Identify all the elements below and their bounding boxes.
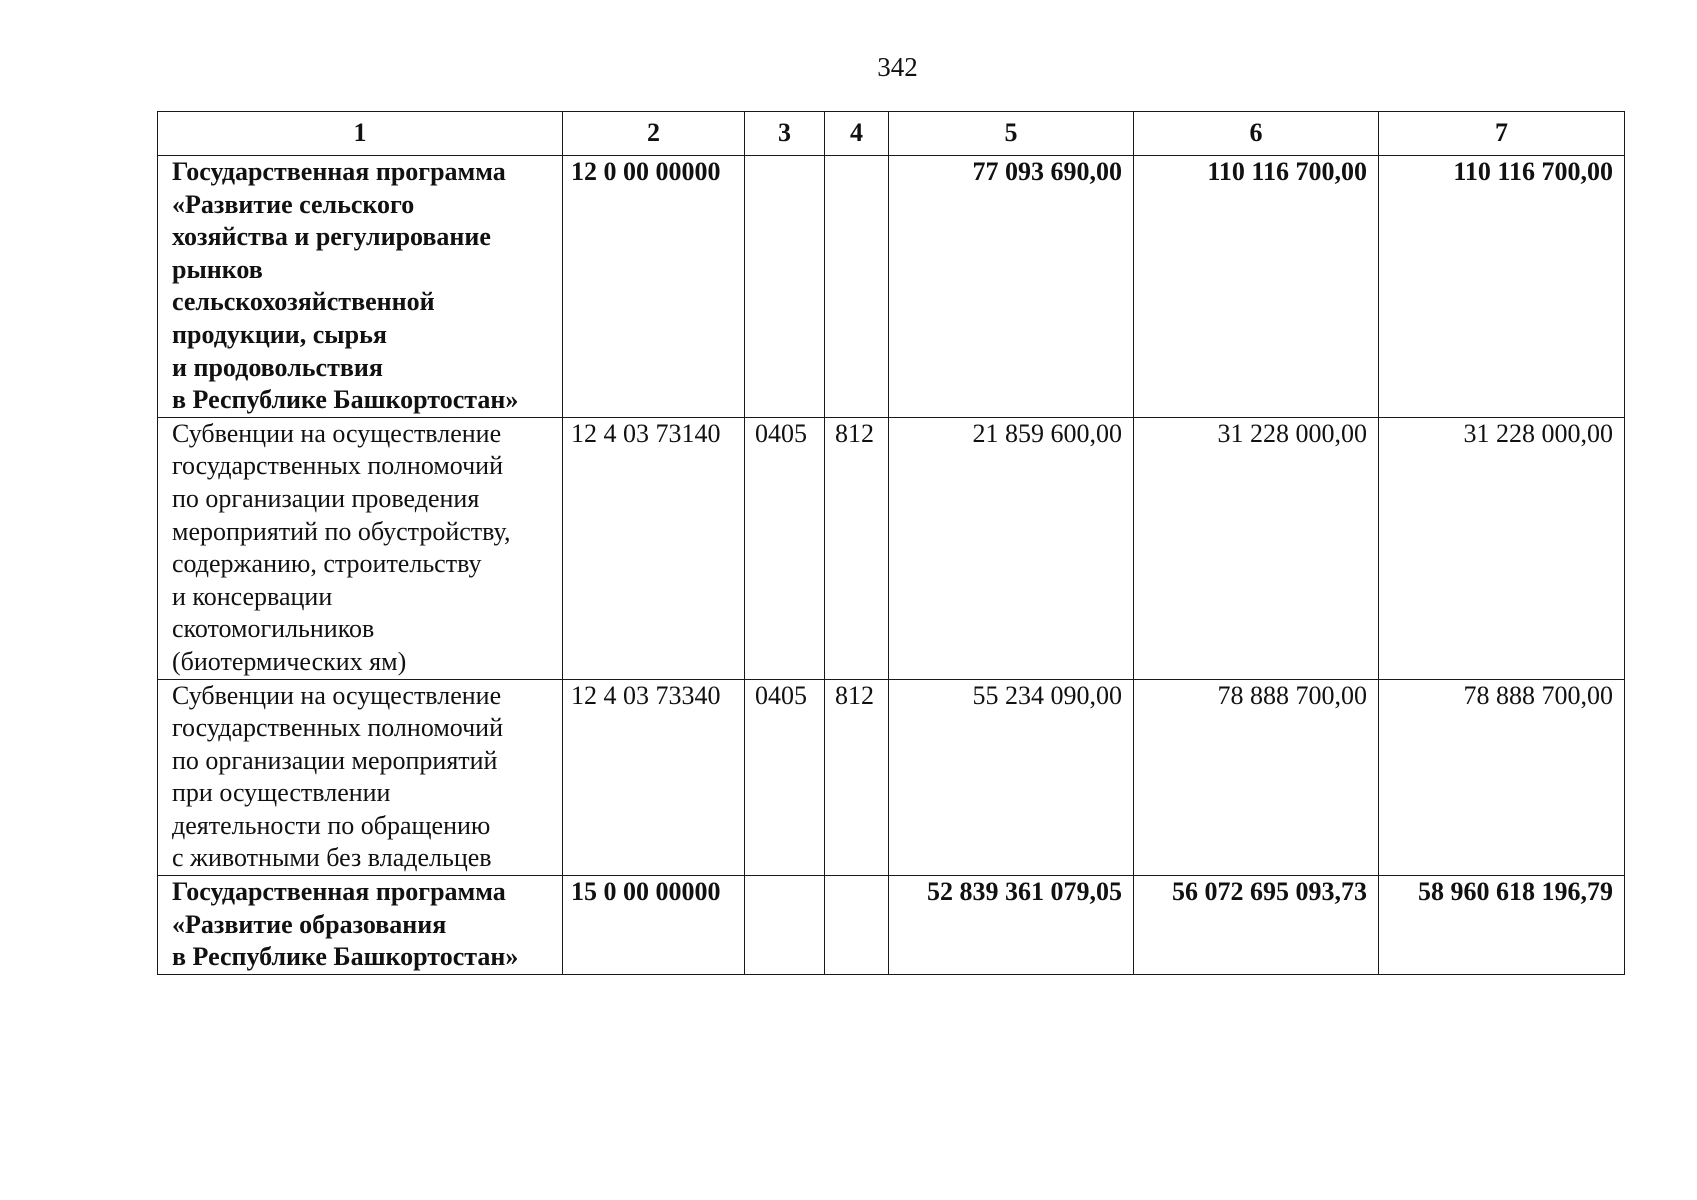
name-line: Субвенции на осуществление xyxy=(172,680,502,710)
expense-type-cell xyxy=(825,156,889,418)
name-line: Субвенции на осуществление xyxy=(172,418,502,448)
target-code-cell: 12 4 03 73340 xyxy=(563,679,745,876)
expense-type-cell: 812 xyxy=(825,679,889,876)
amount-col7-cell: 78 888 700,00 xyxy=(1379,679,1625,876)
name-line: рынков xyxy=(172,254,263,284)
program-name-cell xyxy=(158,417,563,679)
table-row xyxy=(158,876,1625,975)
section-cell xyxy=(745,156,825,418)
name-line: Государственная программа xyxy=(172,877,506,907)
amount-col7-cell: 31 228 000,00 xyxy=(1379,417,1625,679)
amount-col5-cell: 21 859 600,00 xyxy=(889,417,1134,679)
section-cell: 0405 xyxy=(745,417,825,679)
table-row xyxy=(158,417,1625,679)
name-line: «Развитие образования xyxy=(172,909,447,939)
page-number: 342 xyxy=(877,52,918,82)
name-line: Государственная программа xyxy=(172,157,506,186)
name-line: деятельности по обращению xyxy=(172,810,491,840)
name-line: продукции, сырья xyxy=(172,319,387,349)
amount-col6-cell: 31 228 000,00 xyxy=(1134,417,1379,679)
name-line: в Республике Башкортостан» xyxy=(172,385,519,415)
name-line: (биотермических ям) xyxy=(172,646,407,676)
header-cell-4: 4 xyxy=(825,112,889,156)
name-line: с животными без владельцев xyxy=(172,843,492,873)
target-code-cell: 15 0 00 00000 xyxy=(563,876,745,975)
program-name-cell xyxy=(158,156,563,418)
amount-col6-cell: 78 888 700,00 xyxy=(1134,679,1379,876)
name-line: мероприятий по обустройству, xyxy=(172,516,511,546)
table-row xyxy=(158,156,1625,418)
amount-col7-cell: 58 960 618 196,79 xyxy=(1379,876,1625,975)
name-line: по организации мероприятий xyxy=(172,745,498,775)
name-line: содержанию, строительству xyxy=(172,549,482,579)
table-row xyxy=(158,679,1625,876)
name-line: скотомогильников xyxy=(172,614,375,644)
name-line: государственных полномочий xyxy=(172,713,504,743)
name-line: и продовольствия xyxy=(172,352,383,382)
header-cell-5: 5 xyxy=(889,112,1134,156)
section-cell xyxy=(745,876,825,975)
name-line: сельскохозяйственной xyxy=(172,287,435,317)
column-number-header xyxy=(158,112,1625,156)
target-code-cell: 12 4 03 73140 xyxy=(563,417,745,679)
amount-col7-cell: 110 116 700,00 xyxy=(1379,156,1625,418)
amount-col5-cell: 55 234 090,00 xyxy=(889,679,1134,876)
amount-col6-cell: 56 072 695 093,73 xyxy=(1134,876,1379,975)
header-cell-2: 2 xyxy=(563,112,745,156)
program-name-cell xyxy=(158,679,563,876)
header-cell-1: 1 xyxy=(158,112,563,156)
header-cell-3: 3 xyxy=(745,112,825,156)
program-name-cell xyxy=(158,876,563,975)
header-cell-6: 6 xyxy=(1134,112,1379,156)
name-line: по организации проведения xyxy=(172,483,480,513)
name-line: при осуществлении xyxy=(172,778,391,808)
name-line: «Развитие сельского xyxy=(172,189,415,219)
name-line: хозяйства и регулирование xyxy=(172,222,491,252)
target-code-cell: 12 0 00 00000 xyxy=(563,156,745,418)
budget-table xyxy=(157,111,1625,975)
name-line: и консервации xyxy=(172,581,333,611)
name-line: в Республике Башкортостан» xyxy=(172,942,519,972)
section-cell: 0405 xyxy=(745,679,825,876)
amount-col5-cell: 52 839 361 079,05 xyxy=(889,876,1134,975)
amount-col5-cell: 77 093 690,00 xyxy=(889,156,1134,418)
amount-col6-cell: 110 116 700,00 xyxy=(1134,156,1379,418)
header-cell-7: 7 xyxy=(1379,112,1625,156)
expense-type-cell xyxy=(825,876,889,975)
expense-type-cell: 812 xyxy=(825,417,889,679)
name-line: государственных полномочий xyxy=(172,451,504,481)
